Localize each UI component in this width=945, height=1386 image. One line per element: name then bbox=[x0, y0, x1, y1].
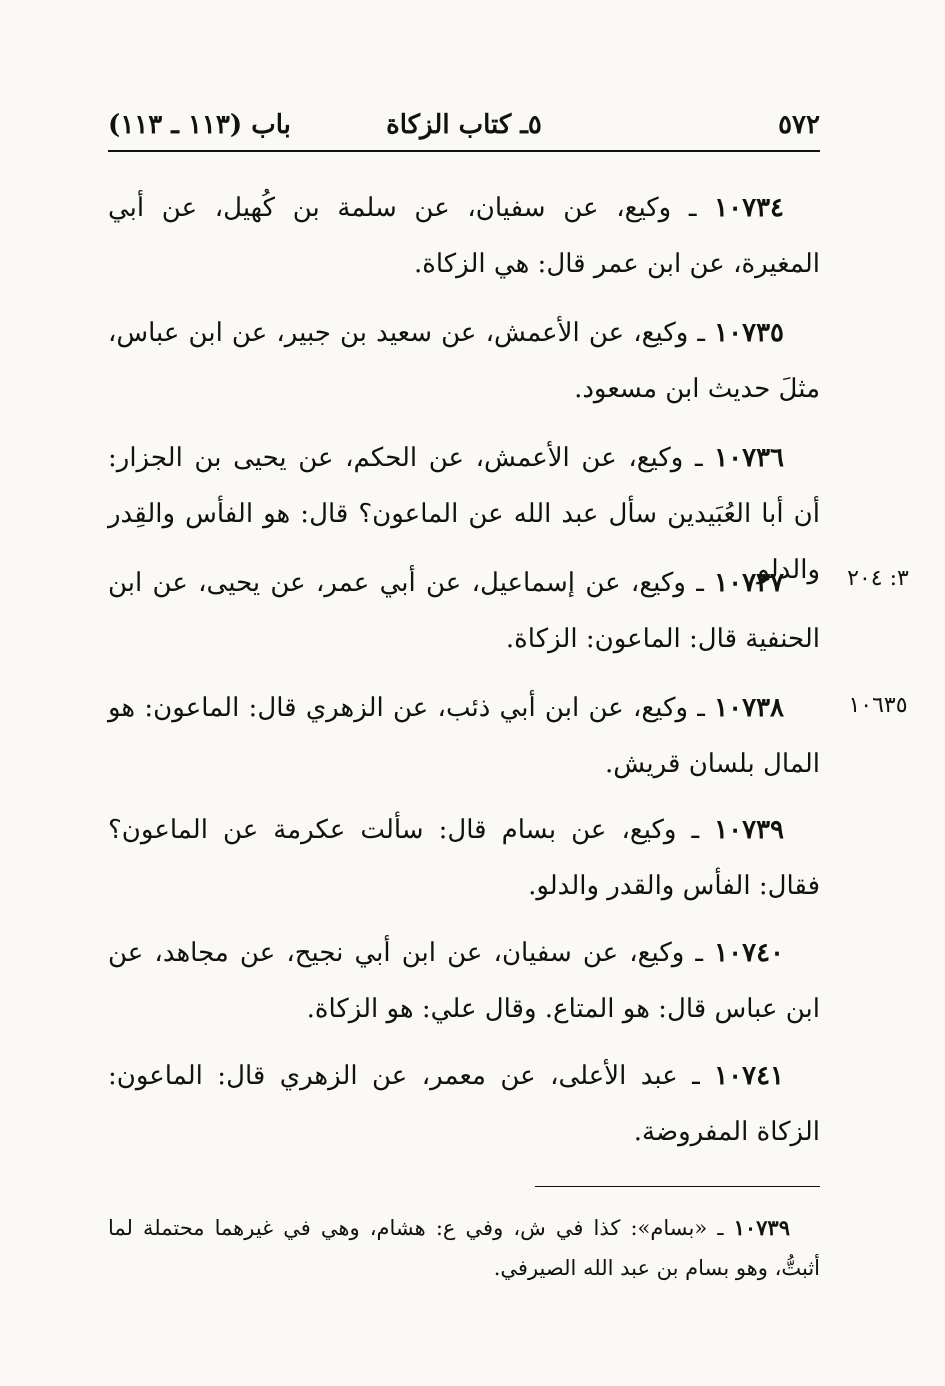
footnote-number: ١٠٧٣٩ bbox=[733, 1215, 790, 1240]
book-title: ٥ـ كتاب الزكاة bbox=[386, 110, 542, 140]
hadith-entry bbox=[108, 1048, 820, 1160]
footnote-text: ـ «بسام»: كذا في ش، وفي ع: هشام، وهي في غيرهما محتملة لما أثبتُّ، وهو بسام بن عبد الله الصيرفي. bbox=[108, 1216, 820, 1280]
hadith-number: ١٠٧٣٨ bbox=[714, 693, 784, 723]
hadith-text: ـ وكيع، عن الأعمش، عن الحكم، عن يحيى بن الجزار: أن أبا العُبَيدين سأل عبد الله عن الماعون؟ قال: هو الفأس والقِدر والدلو. bbox=[108, 443, 820, 585]
hadith-text: ـ وكيع، عن إسماعيل، عن أبي عمر، عن يحيى، عن ابن الحنفية قال: الماعون: الزكاة. bbox=[108, 568, 820, 654]
page-header bbox=[108, 104, 820, 148]
hadith-number: ١٠٧٤٠ bbox=[714, 938, 784, 968]
hadith-text: ـ وكيع، عن سفيان، عن سلمة بن كُهيل، عن أبي المغيرة، عن ابن عمر قال: هي الزكاة. bbox=[108, 193, 820, 279]
hadith-number: ١٠٧٣٤ bbox=[714, 193, 784, 223]
hadith-entry bbox=[108, 802, 820, 914]
hadith-entry bbox=[108, 925, 820, 1037]
footnote bbox=[108, 1208, 820, 1288]
page-number: ٥٧٢ bbox=[778, 110, 820, 140]
hadith-number: ١٠٧٣٩ bbox=[714, 815, 784, 845]
hadith-text: ـ وكيع، عن سفيان، عن ابن أبي نجيح، عن مجاهد، عن ابن عباس قال: هو المتاع. وقال علي: هو الزكاة. bbox=[108, 938, 820, 1024]
hadith-entry bbox=[108, 180, 820, 292]
hadith-number: ١٠٧٣٦ bbox=[714, 443, 784, 473]
hadith-number: ١٠٧٤١ bbox=[714, 1061, 784, 1091]
margin-reference: ١٠٦٣٥ bbox=[848, 693, 908, 718]
hadith-text: ـ وكيع، عن ابن أبي ذئب، عن الزهري قال: الماعون: هو المال بلسان قريش. bbox=[108, 693, 820, 779]
hadith-entry bbox=[108, 555, 820, 667]
hadith-text: ـ وكيع، عن بسام قال: سألت عكرمة عن الماعون؟ فقال: الفأس والقدر والدلو. bbox=[108, 815, 820, 901]
hadith-text: ـ عبد الأعلى، عن معمر، عن الزهري قال: الماعون: الزكاة المفروضة. bbox=[108, 1061, 820, 1147]
header-rule bbox=[108, 150, 820, 152]
hadith-entry bbox=[108, 305, 820, 417]
chapter-range: باب (١١٣ ـ ١١٣) bbox=[108, 110, 291, 140]
margin-reference: ٣: ٢٠٤ bbox=[847, 566, 909, 591]
footnote-rule bbox=[535, 1186, 820, 1187]
hadith-entry bbox=[108, 680, 820, 792]
hadith-text: ـ وكيع، عن الأعمش، عن سعيد بن جبير، عن ابن عباس، مثلَ حديث ابن مسعود. bbox=[108, 318, 820, 404]
hadith-number: ١٠٧٣٥ bbox=[714, 318, 784, 348]
hadith-number: ١٠٧٣٧ bbox=[714, 568, 784, 598]
